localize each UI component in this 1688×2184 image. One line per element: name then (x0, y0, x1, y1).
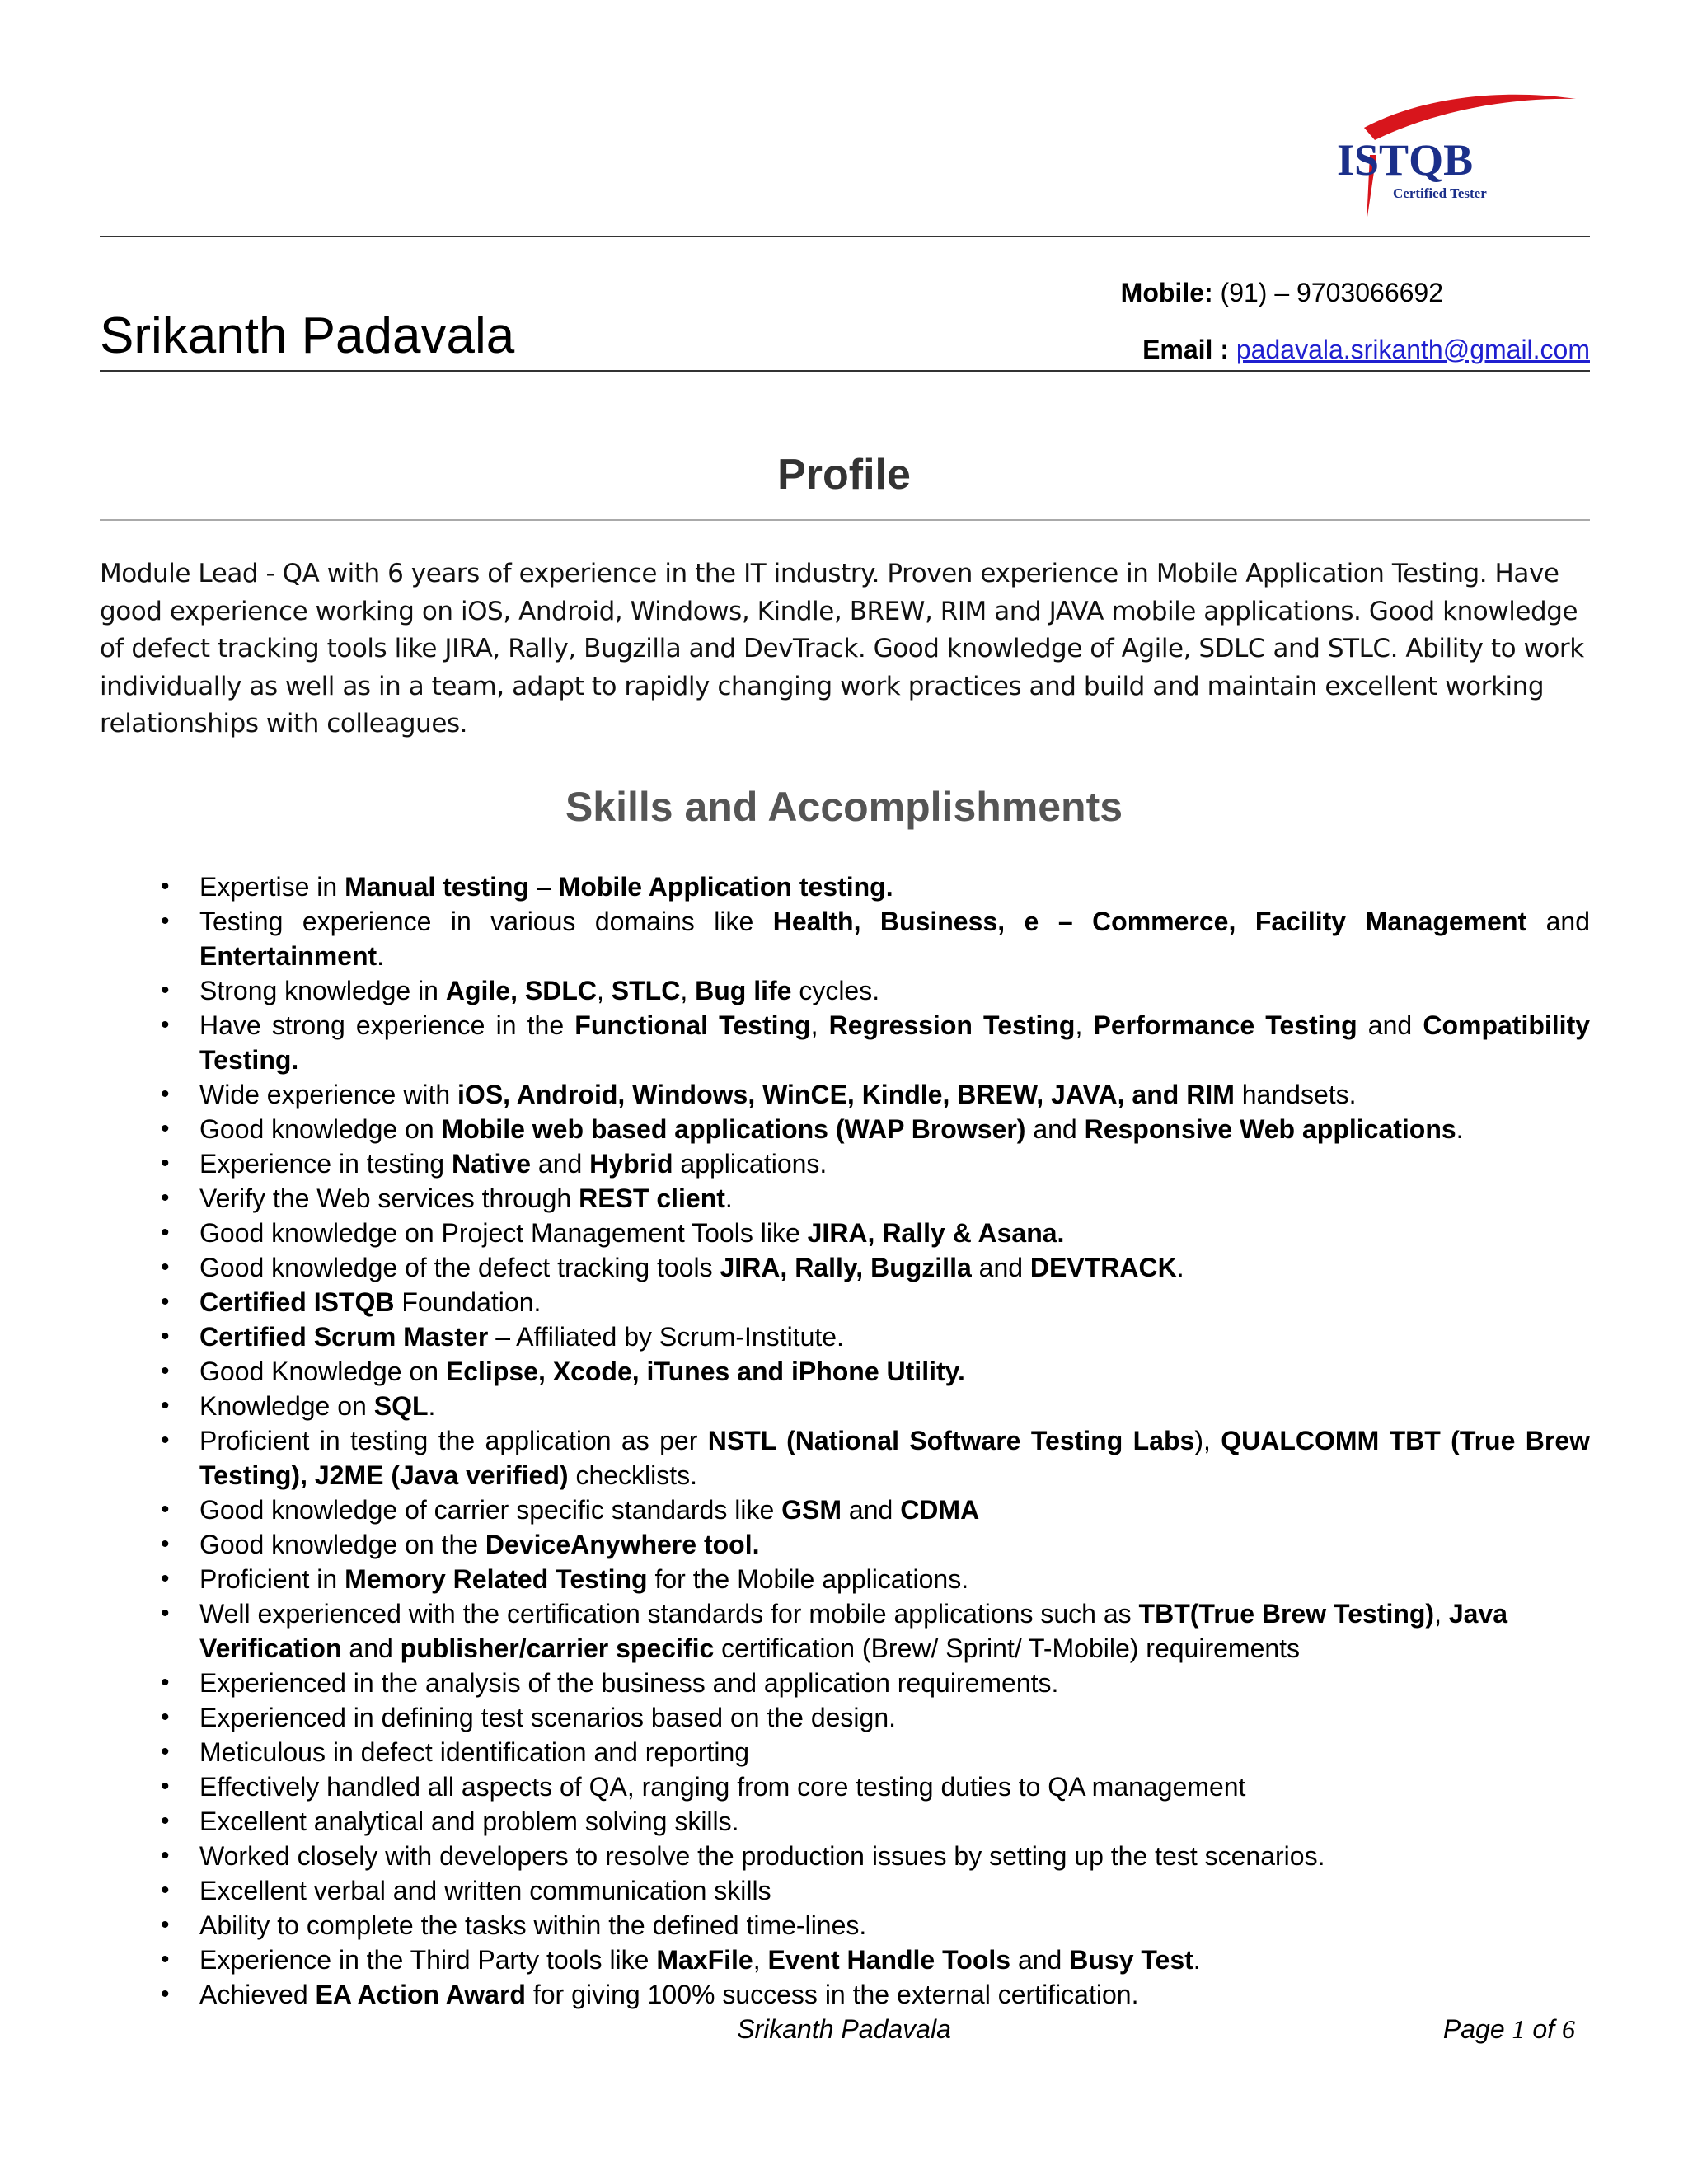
page-of: of (1532, 2014, 1555, 2044)
skill-highlight: Entertainment (199, 941, 377, 971)
skill-text: Excellent analytical and problem solving skills. (199, 1807, 739, 1836)
skill-highlight: DEVTRACK (1029, 1253, 1177, 1282)
page-label: Page (1442, 2014, 1505, 2044)
skills-list-item (100, 1008, 1590, 1077)
bullet-icon: • (161, 1184, 170, 1212)
skill-highlight: TBT(True Brew Testing) (1138, 1599, 1435, 1629)
skills-list-item (100, 1354, 1590, 1389)
skill-text: , (810, 1010, 829, 1040)
bullet-icon: • (161, 1254, 170, 1281)
skill-highlight: Agile, SDLC (445, 976, 597, 1005)
bullet-icon: • (161, 1288, 170, 1315)
mobile-value: (91) – 9703066692 (1220, 278, 1443, 307)
logo-subtitle: Certified Tester (1393, 185, 1487, 201)
skill-text: , (753, 1945, 768, 1975)
skill-text: ), (1194, 1426, 1221, 1455)
bullet-icon: • (161, 977, 170, 1004)
bullet-icon: • (161, 1911, 170, 1938)
skill-highlight: Certified ISTQB (199, 1287, 395, 1317)
skill-highlight: SQL (373, 1391, 429, 1421)
skill-highlight: JIRA, Rally & Asana. (807, 1218, 1065, 1248)
skill-highlight: iOS, Android, Windows, WinCE, Kindle, BREW, JAVA, and RIM (457, 1080, 1235, 1109)
bullet-icon: • (161, 1877, 170, 1904)
name-divider (100, 370, 1590, 372)
skill-text: handsets. (1234, 1080, 1357, 1109)
skill-text: and (1357, 1010, 1423, 1040)
bullet-icon: • (161, 1738, 170, 1765)
skill-text: – (529, 872, 559, 902)
skill-highlight: Performance Testing (1093, 1010, 1357, 1040)
skill-text: Knowledge on (199, 1391, 374, 1421)
bullet-icon: • (161, 1530, 170, 1558)
skill-highlight: Functional Testing (574, 1010, 811, 1040)
skill-text: . (377, 941, 385, 971)
logo-word: ISTQB (1337, 135, 1474, 185)
skill-text: Excellent verbal and written communication skills (199, 1876, 771, 1905)
skill-text: Have strong experience in the (199, 1010, 575, 1040)
skill-highlight: Bug life (695, 976, 792, 1005)
email-label: Email : (1142, 335, 1229, 364)
header-divider (100, 236, 1590, 237)
skill-text: Worked closely with developers to resolve the production issues by setting up the test scenarios. (199, 1841, 1325, 1871)
skills-list-item (100, 1527, 1590, 1562)
skills-list-item (100, 1873, 1590, 1908)
contact-email (1142, 333, 1590, 366)
skill-highlight: Regression Testing (828, 1010, 1076, 1040)
bullet-icon: • (161, 1600, 170, 1627)
mobile-label: Mobile: (1120, 278, 1213, 307)
skills-list-item (100, 1908, 1590, 1943)
bullet-icon: • (161, 1115, 170, 1142)
skill-highlight: NSTL (National Software Testing Labs (707, 1426, 1195, 1455)
skills-list-item (100, 1943, 1590, 1977)
bullet-icon: • (161, 907, 170, 935)
skills-list-item (100, 1389, 1590, 1423)
skill-highlight: Mobile Application testing. (558, 872, 893, 902)
skill-highlight: Eclipse, Xcode, iTunes and iPhone Utility. (445, 1357, 965, 1386)
skill-text: applications. (673, 1149, 828, 1179)
skill-text: Experience in testing (199, 1149, 452, 1179)
skills-list-item (100, 1700, 1590, 1735)
bullet-icon: • (161, 1150, 170, 1177)
skill-text: and (1025, 1114, 1085, 1144)
skill-text: Meticulous in defect identification and reporting (199, 1737, 750, 1767)
skill-highlight: Busy Test (1069, 1945, 1193, 1975)
skills-list-item (100, 1562, 1590, 1596)
skills-list-item (100, 869, 1590, 904)
skill-highlight: Compatibility Testing. (199, 1010, 1591, 1075)
skills-list-item (100, 1735, 1590, 1769)
skills-list-item (100, 904, 1590, 973)
skills-list-item (100, 1146, 1590, 1181)
bullet-icon: • (161, 1080, 170, 1108)
bullet-icon: • (161, 1357, 170, 1385)
skill-highlight: EA Action Award (315, 1980, 526, 2009)
skill-text: Good knowledge on (199, 1114, 442, 1144)
skill-highlight: REST client (579, 1183, 725, 1213)
istqb-logo (1319, 91, 1582, 223)
bullet-icon: • (161, 1704, 170, 1731)
skill-highlight: STLC (611, 976, 681, 1005)
skills-list (100, 869, 1590, 2012)
skills-list-item (100, 1250, 1590, 1285)
skill-highlight: GSM (781, 1495, 842, 1525)
skills-heading: Skills and Accomplishments (565, 784, 1123, 830)
skill-highlight: Native (451, 1149, 531, 1179)
skill-text: for the Mobile applications. (647, 1564, 969, 1594)
page-current: 1 (1512, 2014, 1526, 2044)
footer-name: Srikanth Padavala (737, 2014, 951, 2044)
skill-text: Experience in the Third Party tools like (199, 1945, 657, 1975)
skills-list-item (100, 1319, 1590, 1354)
skill-text: Good knowledge on Project Management Tools like (199, 1218, 808, 1248)
skill-text: certification (Brew/ Sprint/ T-Mobile) requirements (714, 1633, 1301, 1663)
skill-text: . (1176, 1253, 1184, 1282)
skills-list-item (100, 1666, 1590, 1700)
skills-list-item (100, 1423, 1590, 1493)
skill-text: for giving 100% success in the external certification. (525, 1980, 1139, 2009)
skill-text: Ability to complete the tasks within the defined time-lines. (199, 1910, 867, 1940)
skill-text: and (1010, 1945, 1070, 1975)
skill-text: Good knowledge on the (199, 1530, 485, 1559)
skill-text: Achieved (199, 1980, 316, 2009)
skill-highlight: Responsive Web applications (1084, 1114, 1456, 1144)
skills-list-item (100, 1839, 1590, 1873)
profile-heading: Profile (777, 451, 911, 499)
skill-text: Proficient in (199, 1564, 345, 1594)
skill-text: Strong knowledge in (199, 976, 446, 1005)
skill-text: – Affiliated by Scrum-Institute. (488, 1322, 844, 1352)
skills-list-item (100, 1493, 1590, 1527)
skill-text: Well experienced with the certification standards for mobile applications such as (199, 1599, 1139, 1629)
skill-text: and (842, 1495, 901, 1525)
skill-highlight: Certified Scrum Master (199, 1322, 489, 1352)
bullet-icon: • (161, 1496, 170, 1523)
skills-list-item (100, 1596, 1590, 1666)
skill-highlight: Mobile web based applications (WAP Browser) (441, 1114, 1026, 1144)
skill-text: Experienced in defining test scenarios based on the design. (199, 1703, 896, 1732)
skill-text: and (341, 1633, 401, 1663)
skill-text: Good knowledge of the defect tracking tools (199, 1253, 720, 1282)
skill-text: checklists. (568, 1460, 698, 1490)
bullet-icon: • (161, 1946, 170, 1973)
skill-text: , (1075, 1010, 1094, 1040)
skill-text: and (971, 1253, 1030, 1282)
bullet-icon: • (161, 1323, 170, 1350)
bullet-icon: • (161, 1392, 170, 1419)
bullet-icon: • (161, 873, 170, 900)
skill-text: cycles. (791, 976, 880, 1005)
skill-text: Proficient in testing the application as per (199, 1426, 708, 1455)
skill-highlight: MaxFile (656, 1945, 753, 1975)
skills-list-item (100, 1804, 1590, 1839)
email-link[interactable]: padavala.srikanth@gmail.com (1236, 335, 1590, 364)
skill-text: Good knowledge of carrier specific standards like (199, 1495, 782, 1525)
skill-text: . (1456, 1114, 1464, 1144)
skill-text: and (531, 1149, 590, 1179)
skills-list-item (100, 1769, 1590, 1804)
skills-list-item (100, 1077, 1590, 1112)
skill-highlight: DeviceAnywhere tool. (485, 1530, 760, 1559)
bullet-icon: • (161, 1219, 170, 1246)
bullet-icon: • (161, 1427, 170, 1454)
skill-text: Experienced in the analysis of the business and application requirements. (199, 1668, 1059, 1698)
page-number (1443, 2013, 1575, 2046)
skill-highlight: Event Handle Tools (767, 1945, 1011, 1975)
bullet-icon: • (161, 1773, 170, 1800)
page-total: 6 (1562, 2014, 1575, 2044)
skill-text: Expertise in (199, 872, 345, 902)
skill-highlight: CDMA (900, 1495, 980, 1525)
skill-highlight: Manual testing (345, 872, 530, 902)
skill-highlight: Java Verification (199, 1599, 1508, 1663)
skill-highlight: publisher/carrier specific (400, 1633, 715, 1663)
contact-mobile (1121, 276, 1443, 309)
skills-list-item (100, 1285, 1590, 1319)
skill-highlight: Memory Related Testing (345, 1564, 648, 1594)
skills-list-item (100, 973, 1590, 1008)
skill-text: Effectively handled all aspects of QA, ranging from core testing duties to QA management (199, 1772, 1246, 1802)
skill-highlight: JIRA, Rally, Bugzilla (720, 1253, 972, 1282)
skill-text: Wide experience with (199, 1080, 458, 1109)
candidate-name: Srikanth Padavala (100, 307, 515, 364)
skills-list-item (100, 1216, 1590, 1250)
skills-list-item (100, 1977, 1590, 2012)
skill-highlight: QUALCOMM TBT (True Brew Testing), J2ME (Java verified) (199, 1426, 1591, 1490)
skill-highlight: Hybrid (589, 1149, 673, 1179)
skill-text: , (596, 976, 612, 1005)
bullet-icon: • (161, 1011, 170, 1038)
istqb-logo-graphic (1319, 91, 1582, 223)
skill-text: and (1526, 907, 1591, 936)
skill-text: , (680, 976, 696, 1005)
bullet-icon: • (161, 1980, 170, 2008)
skill-text: . (428, 1391, 436, 1421)
bullet-icon: • (161, 1842, 170, 1869)
skill-text: Foundation. (394, 1287, 542, 1317)
skill-text: Testing experience in various domains like (199, 907, 773, 936)
bullet-icon: • (161, 1669, 170, 1696)
profile-summary: Module Lead - QA with 6 years of experience in the IT industry. Proven experience in Mobile Application Testing. Have good experience working on iOS, Android, Windows, Kindle, BREW, RIM and JAVA mobile applications. Good knowledge of defect tracking tools like JIRA, Rally, Bugzilla and DevTrack. Good knowledge of Agile, SDLC and STLC. Ability to work individually as well as in a team, adapt to rapidly changing work practices and build and maintain excellent working relationships with colleagues. (100, 559, 1584, 738)
bullet-icon: • (161, 1807, 170, 1835)
skill-text: Good Knowledge on (199, 1357, 446, 1386)
skill-text: , (1434, 1599, 1449, 1629)
skills-list-item (100, 1112, 1590, 1146)
skill-text: Verify the Web services through (199, 1183, 579, 1213)
skill-highlight: Health, Business, e – Commerce, Facility Management (772, 907, 1527, 936)
skill-text: . (724, 1183, 733, 1213)
skill-text: . (1193, 1945, 1201, 1975)
profile-divider (100, 519, 1590, 521)
bullet-icon: • (161, 1565, 170, 1592)
skills-list-item (100, 1181, 1590, 1216)
